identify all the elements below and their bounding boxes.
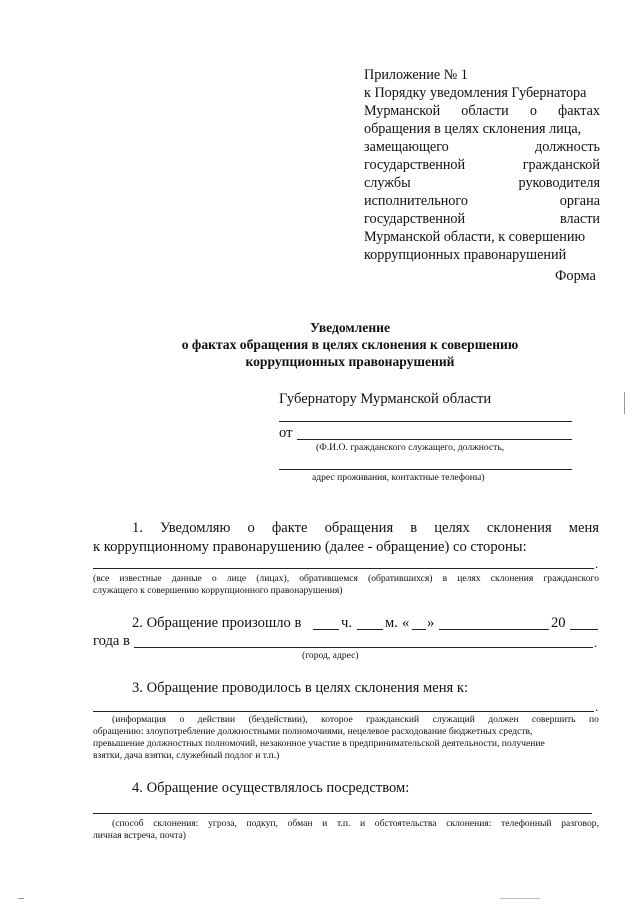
section-4-hint-word: (способ: [112, 818, 144, 829]
appendix-word: власти: [560, 211, 600, 227]
appendix-line: [364, 102, 600, 120]
day-line: [412, 629, 426, 630]
hours-line: [313, 629, 339, 630]
addressee-line-2: [279, 469, 572, 470]
appendix-line: [364, 174, 600, 192]
section-3-hint-word: гражданский: [366, 714, 420, 725]
addressee-hint-1: (Ф.И.О. гражданского служащего, должность,: [316, 442, 505, 453]
place-line: [134, 647, 593, 648]
section-3-hint-line-4: взятки, дача взятки, служебный подлог и т.п.): [93, 750, 280, 761]
section-3-hint-line-2: обращению: злоупотребление должностными полномочиями, нецелевое расходование бюджетных средств,: [93, 726, 533, 737]
section-1-hint-word: (все: [93, 573, 110, 584]
addressee-to: Губернатору Мурманской области: [279, 391, 492, 407]
section-1-fill-line: [93, 568, 594, 569]
section-1-word: Уведомляю: [160, 520, 231, 536]
section-1-word: обращения: [324, 520, 394, 536]
form-label: Форма: [555, 268, 596, 284]
document-title: [130, 319, 570, 370]
section-1-hint-line-2: служащего к совершению коррупционного правонарушения): [93, 585, 343, 596]
section-1-word: факте: [271, 520, 308, 536]
section-4-hint-word: телефонный: [501, 818, 552, 829]
section-4-hint-line-1: [112, 818, 599, 830]
appendix-word: государственной: [364, 157, 466, 173]
scan-mark-bottom: [500, 898, 540, 899]
section-4-text: 4. Обращение осуществлялось посредством:: [132, 780, 410, 796]
section-1-hint-word: данные: [171, 573, 202, 584]
section-2-line-2-prefix: года в: [93, 633, 130, 649]
section-1-hint-word: лице: [226, 573, 247, 584]
section-4-hint-word: склонения:: [153, 818, 199, 829]
quote-close: »: [427, 615, 435, 631]
section-1-word: 1.: [132, 520, 143, 536]
section-3-hint-line-3: превышение должностных полномочий, незаконное участие в предпринимательской деятельности, получение: [93, 738, 545, 749]
section-3-hint-word: должен: [488, 714, 519, 725]
section-3-hint-word: (бездействии),: [248, 714, 308, 725]
from-prefix: от: [279, 425, 293, 441]
scan-mark-bottom-left: [18, 898, 24, 899]
section-3-hint-word: служащий: [432, 714, 475, 725]
section-4-hint-line-2: личная встреча, почта): [93, 830, 186, 841]
minutes-label: м.: [385, 615, 398, 631]
appendix-word: государственной: [364, 211, 466, 227]
appendix-word: органа: [559, 193, 600, 209]
appendix-number: Приложение № 1: [364, 67, 468, 83]
section-1-hint-word: склонения: [490, 573, 534, 584]
addressee-hint-2: адрес проживания, контактные телефоны): [312, 472, 485, 483]
appendix-line: [364, 120, 600, 138]
addressee-line-1: [279, 421, 572, 422]
section-1-period: .: [595, 556, 599, 571]
appendix-line: [364, 210, 600, 228]
section-1-line-2: к коррупционному правонарушению (далее - обращение) со стороны:: [93, 539, 527, 555]
section-4-hint-word: обман: [287, 818, 313, 829]
appendix-line: [364, 192, 600, 210]
section-4-hint-word: угроза,: [208, 818, 237, 829]
appendix-word: гражданской: [522, 157, 600, 173]
appendix-word: исполнительного: [364, 193, 468, 209]
section-1-hint-word: (лицах),: [256, 573, 290, 584]
appendix-line: [364, 138, 600, 156]
section-4-fill-line: [93, 813, 592, 814]
section-2-text: 2. Обращение произошло в: [132, 615, 302, 631]
section-3-fill-line: [93, 711, 594, 712]
appendix-line: [364, 246, 600, 264]
section-3-hint-word: совершить: [531, 714, 576, 725]
appendix-word: Мурманской области, к совершению: [364, 229, 586, 245]
section-3-hint-word: действии: [197, 714, 236, 725]
year-line: [570, 629, 598, 630]
section-1-word: целях: [434, 520, 470, 536]
section-1-hint-word: (обратившихся): [368, 573, 433, 584]
section-4-hint-word: разговор,: [561, 818, 599, 829]
section-3-hint-word: которое: [321, 714, 353, 725]
section-3-period: .: [595, 699, 599, 714]
appendix-word: обращения в целях склонения лица,: [364, 121, 582, 137]
appendix-word: замещающего: [364, 139, 449, 155]
section-1-word: о: [247, 520, 255, 536]
section-2-hint: (город, адрес): [302, 650, 359, 661]
section-3-hint-word: по: [588, 714, 599, 725]
appendix-word: к Порядку уведомления Губернатора: [364, 85, 587, 101]
appendix-word: фактах: [558, 103, 600, 119]
appendix-line: [364, 156, 600, 174]
section-4-hint-word: обстоятельства: [374, 818, 437, 829]
appendix-line: [364, 228, 600, 246]
section-4-hint-word: и: [360, 818, 366, 829]
appendix-word: области: [461, 103, 509, 119]
title-line-1: Уведомление: [309, 320, 391, 335]
section-1-hint-word: гражданского: [543, 573, 599, 584]
quote-open: «: [402, 615, 410, 631]
scan-mark-right: [624, 392, 625, 414]
section-1-word: склонения: [486, 520, 552, 536]
month-line: [439, 629, 549, 630]
section-1-line-1: [132, 519, 599, 538]
appendix-word: коррупционных правонарушений: [364, 247, 567, 263]
section-3-text: 3. Обращение проводилось в целях склонения меня к:: [132, 680, 469, 696]
section-4-hint-word: склонения:: [446, 818, 492, 829]
section-4-hint-word: подкуп,: [246, 818, 278, 829]
from-line: [297, 439, 572, 440]
section-1-word: меня: [568, 520, 599, 536]
section-3-hint-word: (информация: [112, 714, 167, 725]
section-4-hint-word: т.п.: [336, 818, 351, 829]
appendix-word: о: [529, 103, 537, 119]
section-1-hint-word: в: [442, 573, 448, 584]
year-prefix: 20: [551, 615, 566, 631]
section-1-hint-word: целях: [457, 573, 481, 584]
section-1-hint-word: о: [211, 573, 217, 584]
appendix-line: [364, 84, 600, 102]
section-1-word: в: [410, 520, 418, 536]
section-2-period: .: [594, 635, 598, 650]
appendix-word: должность: [534, 139, 600, 155]
hours-label: ч.: [341, 615, 352, 631]
section-1-hint-line-1: [93, 573, 599, 585]
section-3-hint-word: о: [179, 714, 185, 725]
section-3-hint-line-1: [112, 714, 599, 726]
title-line-3: коррупционных правонарушений: [245, 354, 455, 369]
section-1-hint-word: обратившемся: [299, 573, 358, 584]
section-1-hint-word: известные: [119, 573, 162, 584]
appendix-word: Мурманской: [364, 103, 441, 119]
minutes-line: [357, 629, 383, 630]
section-4-hint-word: и: [322, 818, 328, 829]
title-line-2: о фактах обращения в целях склонения к совершению: [181, 337, 519, 352]
appendix-word: руководителя: [518, 175, 600, 191]
appendix-word: службы: [364, 175, 411, 191]
